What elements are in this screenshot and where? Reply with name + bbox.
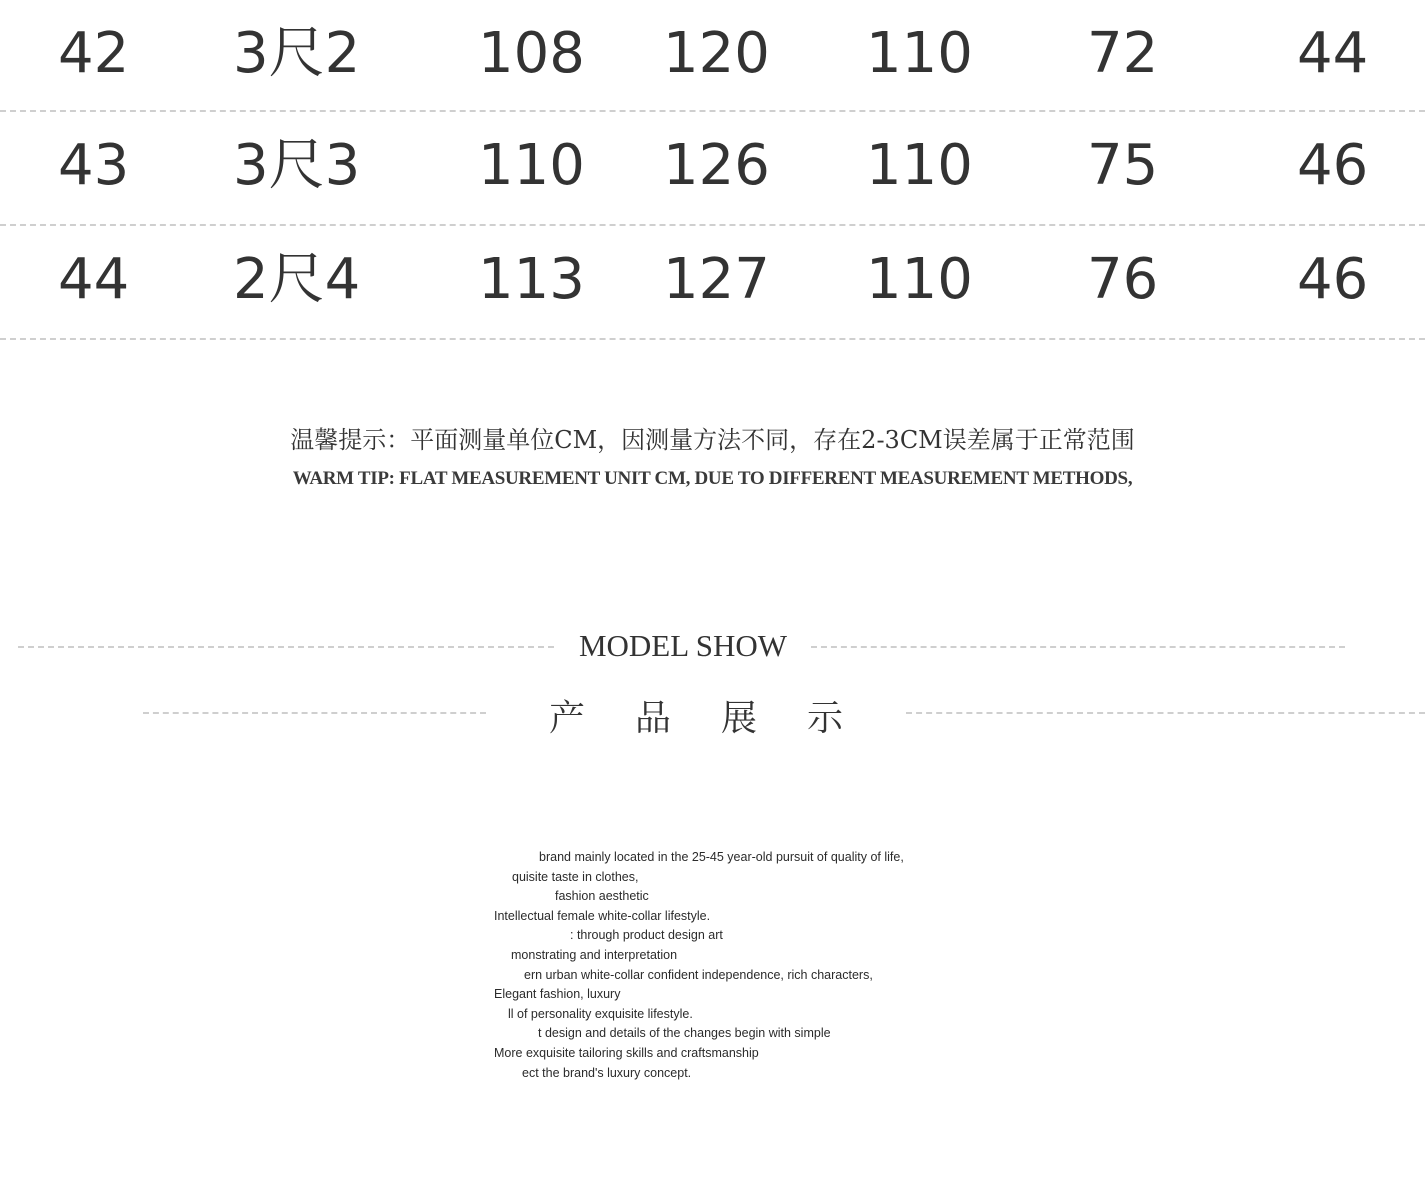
size-table [0, 0, 1425, 340]
table-cell: 42 [58, 21, 130, 86]
table-cell: 44 [1297, 21, 1369, 86]
table-cell: 46 [1297, 247, 1369, 312]
brand-line: quisite taste in clothes, [512, 869, 639, 884]
brand-line: fashion aesthetic [555, 889, 649, 904]
warm-tip-english: WARM TIP: FLAT MEASUREMENT UNIT CM, DUE TO DIFFERENT MEASUREMENT METHODS, [292, 468, 1133, 489]
brand-line: Intellectual female white-collar lifestyle. [494, 908, 711, 923]
table-cell: 75 [1087, 133, 1159, 198]
warm-tip-chinese: 温馨提示：平面测量单位CM，因测量方法不同，存在2-3CM误差属于正常范围 [290, 426, 1135, 454]
table-cell: 3尺3 [233, 133, 361, 198]
brand-line: brand mainly located in the 25-45 year-old pursuit of quality of life, [539, 850, 904, 864]
divider-left-lower [143, 712, 486, 714]
table-cell: 126 [663, 133, 770, 198]
model-show-title: MODEL SHOW [578, 628, 788, 663]
table-cell: 110 [866, 247, 973, 312]
brand-line: monstrating and interpretation [511, 947, 678, 962]
table-cell: 110 [866, 21, 973, 86]
table-cell: 113 [478, 247, 585, 312]
table-row [0, 112, 1425, 226]
table-cell: 43 [58, 133, 130, 198]
brand-line: : through product design art [570, 928, 723, 943]
table-row [0, 0, 1425, 112]
brand-line: t design and details of the changes begin with simple [538, 1026, 831, 1041]
table-cell: 3尺2 [233, 21, 361, 86]
divider-right-lower [906, 712, 1425, 714]
table-cell: 44 [58, 247, 130, 312]
table-cell: 2尺4 [233, 247, 361, 312]
table-cell: 120 [663, 21, 770, 86]
divider-right-upper [811, 646, 1345, 648]
brand-line: ect the brand's luxury concept. [522, 1065, 692, 1080]
brand-line: More exquisite tailoring skills and craftsmanship [494, 1045, 759, 1060]
product-show-title: 产品展示 [548, 698, 893, 739]
table-cell: 110 [866, 133, 973, 198]
table-row [0, 226, 1425, 340]
table-cell: 76 [1087, 247, 1159, 312]
table-cell: 127 [663, 247, 770, 312]
divider-left-upper [18, 646, 554, 648]
brand-line: Elegant fashion, luxury [494, 987, 621, 1002]
table-cell: 108 [478, 21, 585, 86]
table-cell: 110 [478, 133, 585, 198]
brand-line: ern urban white-collar confident independence, rich characters, [524, 967, 873, 982]
table-cell: 72 [1087, 21, 1159, 86]
brand-description [494, 848, 974, 1083]
table-cell: 46 [1297, 133, 1369, 198]
brand-line: ll of personality exquisite lifestyle. [508, 1006, 693, 1021]
